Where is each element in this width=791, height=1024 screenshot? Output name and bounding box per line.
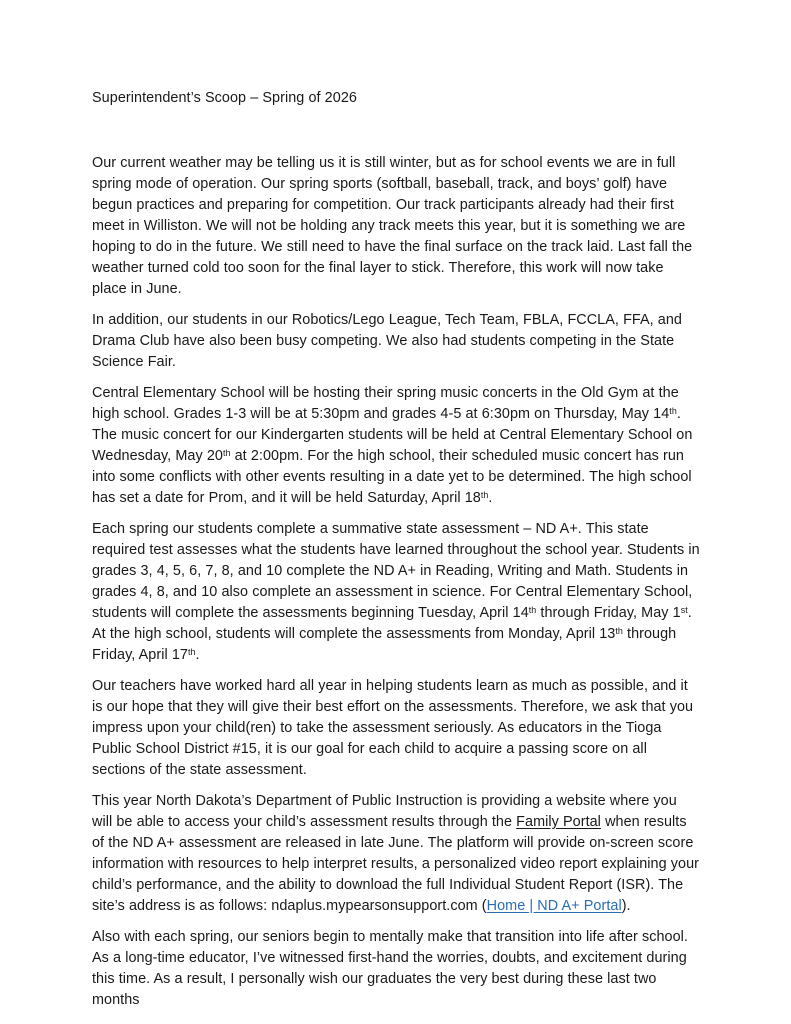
paragraph-p7-seniors [92, 927, 701, 1011]
text-run: through Friday, May 1 [536, 605, 681, 621]
paragraph-p2-clubs [92, 310, 701, 373]
text-run: Our teachers have worked hard all year in helping students learn as much as possible, and it is our hope that they will give their best effort on the assessments. Therefore, we ask that you impress upon your child(ren) to take the assessment seriously. As educators in the Tioga Public School District #15, it is our goal for each child to acquire a passing score on all sections of the state assessment. [92, 678, 694, 778]
text-run: ). [621, 898, 631, 914]
text-run: This year North Dakota’s Department of Public Instruction is providing a website where you will be able to access your child’s assessment results through the [92, 793, 677, 830]
document-title: Superintendent’s Scoop – Spring of 2026 [92, 90, 357, 106]
portal-link[interactable]: Home | ND A+ Portal [486, 898, 622, 914]
text-run: In addition, our students in our Robotics/Lego League, Tech Team, FBLA, FCCLA, FFA, and Drama Club have also been busy competing. We also had students competing in the State Science Fair. [92, 312, 682, 370]
ordinal-suffix: th [615, 625, 623, 636]
paragraph-p1-spring-events [92, 153, 701, 300]
text-run: Each spring our students complete a summative state assessment – ND A+. This state required test assesses what the students have learned throughout the school year. Students in grades 3, 4, 5, 6, 7, 8, and 10 complete the ND A+ in Reading, Writing and Math. Students in grades 4, 8, and 10 also complete an assessment in science. For Central Elementary School, students will complete the assessments beginning Tuesday, April 14 [92, 521, 700, 621]
text-run: . [195, 647, 200, 663]
ordinal-suffix: th [222, 447, 231, 458]
ordinal-suffix: st [680, 604, 688, 615]
ordinal-suffix: th [528, 604, 537, 615]
ordinal-suffix: th [187, 646, 196, 657]
text-run: . The music concert for our Kindergarten students will be held at Central Elementary School on Wednesday, May 20 [92, 406, 693, 464]
paragraph-container [92, 153, 701, 1011]
text-run: . [488, 490, 493, 506]
paragraph-p3-music-concerts [92, 383, 701, 509]
text-run: . At the high school, students will complete the assessments from Monday, April 13 [92, 605, 692, 642]
text-run: at 2:00pm. For the high school, their scheduled music concert has run into some conflicts with other events resulting in a date yet to be determined. The high school has set a date for Prom, and it will be held Saturday, April 18 [92, 448, 692, 506]
text-run: when results of the ND A+ assessment are released in late June. The platform will provide on-screen score information with resources to help interpret results, a personalized video report explaining your child’s performance, and the ability to download the full Individual Student Report (ISR). The site’s address is as follows: ndaplus.mypearsonsupport.com ( [92, 814, 700, 914]
title-spacer [92, 109, 701, 153]
text-run: through Friday, April 17 [92, 626, 677, 663]
document-body [92, 88, 701, 1011]
paragraph-p6-family-portal [92, 791, 701, 917]
text-run: Central Elementary School will be hosting their spring music concerts in the Old Gym at the high school. Grades 1-3 will be at 5:30pm and grades 4-5 at 6:30pm on Thursday, May 14 [92, 385, 679, 422]
text-run: Also with each spring, our seniors begin to mentally make that transition into life after school. As a long-time educator, I’ve witnessed first-hand the worries, doubts, and excitement during this time. As a result, I personally wish our graduates the very best during these last two months [92, 929, 688, 1008]
ordinal-suffix: th [480, 489, 489, 500]
paragraph-p4-state-assessment [92, 519, 701, 666]
text-run: Our current weather may be telling us it is still winter, but as for school events we are in full spring mode of operation. Our spring sports (softball, baseball, track, and boys’ golf) have begun practices and preparing for competition. Our track participants already had their first meet in Williston. We will not be holding any track meets this year, but it is something we are hoping to do in the future. We still need to have the final surface on the track laid. Last fall the weather turned cold too soon for the final layer to stick. Therefore, this work will now take place in June. [92, 155, 693, 297]
underlined-term: Family Portal [516, 814, 601, 830]
paragraph-p5-teachers [92, 676, 701, 781]
ordinal-suffix: th [669, 405, 677, 416]
